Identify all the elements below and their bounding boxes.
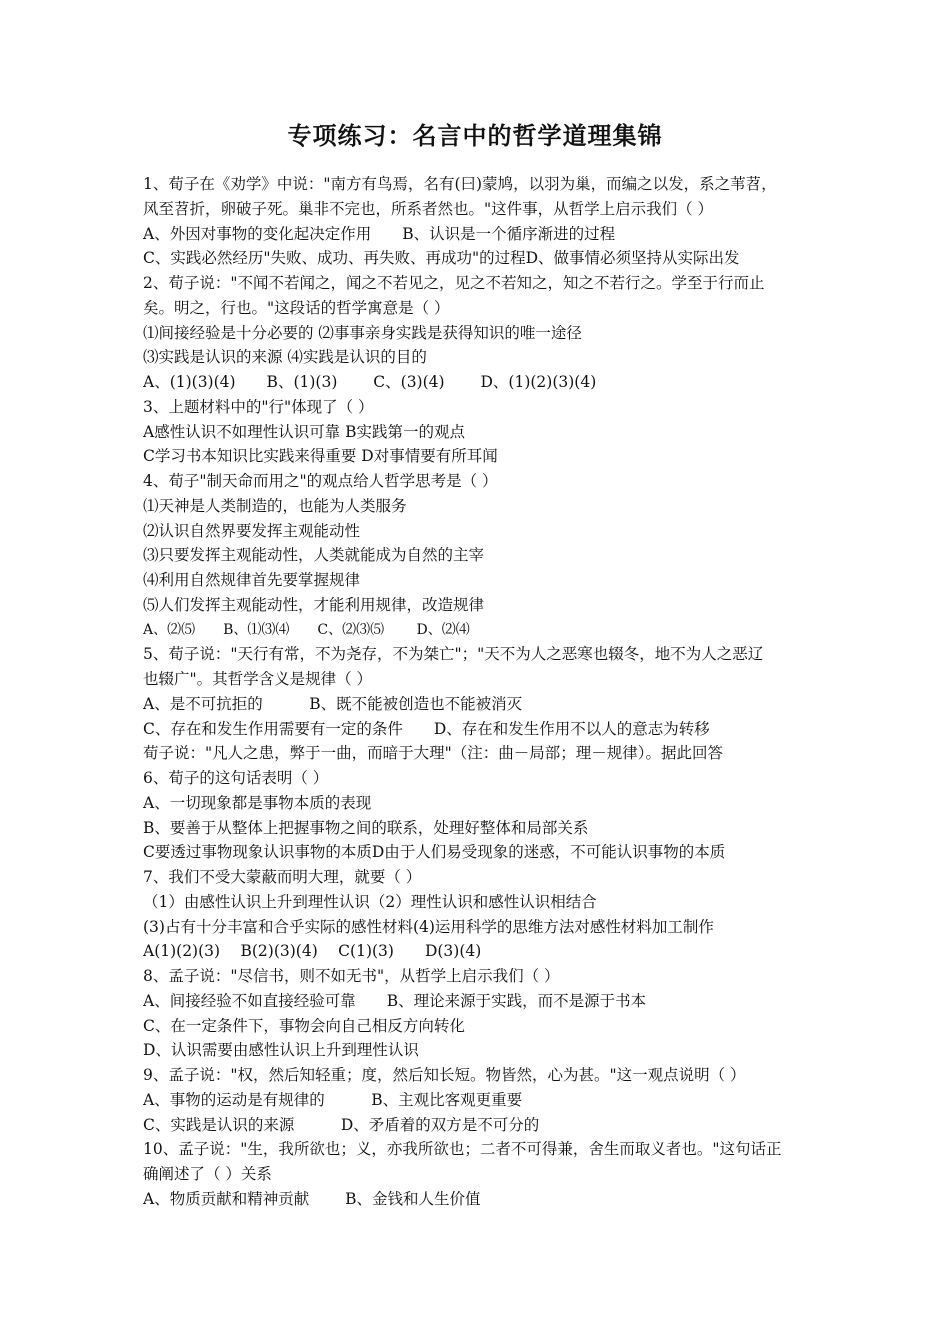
- text-line: ⑴天神是人类制造的，也能为人类服务: [143, 496, 407, 515]
- text-line: 矣。明之，行也。"这段话的哲学寓意是（ ）: [143, 298, 450, 317]
- text-line: 7、我们不受大蒙蔽而明大理，就要（ ）: [143, 868, 422, 886]
- text-line: A、物质贡献和精神贡献 B、金钱和人生价值: [143, 1189, 481, 1208]
- text-line: A、是不可抗拒的 B、既不能被创造也不能被消灭: [143, 694, 523, 713]
- text-line: A、外因对事物的变化起决定作用 B、认识是一个循序渐进的过程: [143, 224, 616, 243]
- text-line: B、要善于从整体上把握事物之间的联系，处理好整体和局部关系: [143, 818, 589, 837]
- text-line: 1、荀子在《劝学》中说："南方有鸟焉，名有(曰)蒙鸠，以羽为巢，而编之以发，系之苇苕，: [143, 175, 777, 193]
- text-line: 4、荀子"制天命而用之"的观点给人哲学思考是（ ）: [143, 472, 498, 490]
- text-line: 确阐述了（ ）关系: [143, 1165, 272, 1183]
- text-line: 风至苕折，卵破子死。巢非不完也，所系者然也。"这件事，从哲学上启示我们（ ）: [143, 199, 714, 218]
- text-line: ⑷利用自然规律首先要掌握规律: [143, 571, 361, 589]
- text-line: C学习书本知识比实践来得重要 D对事情要有所耳闻: [143, 447, 498, 466]
- text-line: A(1)(2)(3) B(2)(3)(4) C(1)(3) D(3)(4): [143, 942, 482, 961]
- document-body: [143, 172, 813, 1212]
- text-line: A、事物的运动是有规律的 B、主观比客观更重要: [143, 1090, 523, 1109]
- text-line: 3、上题材料中的"行"体现了（ ）: [143, 397, 374, 416]
- text-line: A感性认识不如理性认识可靠 B实践第一的观点: [143, 422, 466, 441]
- text-line: C、实践是认识的来源 D、矛盾着的双方是不可分的: [143, 1115, 540, 1134]
- text-line: A、间接经验不如直接经验可靠 B、理论来源于实践，而不是源于书本: [143, 991, 647, 1010]
- text-line: D、认识需要由感性认识上升到理性认识: [143, 1041, 419, 1060]
- text-line: 8、孟子说："尽信书，则不如无书"，从哲学上启示我们（ ）: [143, 967, 560, 985]
- text-line: ⑶实践是认识的来源 ⑷实践是认识的目的: [143, 348, 427, 367]
- text-line: A、⑵⑸ B、⑴⑶⑷ C、⑵⑶⑸ D、⑵⑷: [143, 621, 470, 638]
- text-line: ⑶只要发挥主观能动性，人类就能成为自然的主宰: [143, 546, 485, 565]
- text-line: 9、孟子说："权，然后知轻重；度，然后知长短。物皆然，心为甚。"这一观点说明（ ）: [143, 1066, 746, 1084]
- text-line: (3)占有十分丰富和合乎实际的感性材料(4)运用科学的思维方法对感性材料加工制作: [143, 917, 714, 936]
- text-line: A、(1)(3)(4) B、(1)(3) C、(3)(4) D、(1)(2)(3)(4): [143, 373, 597, 391]
- document-title: 专项练习：名言中的哲学道理集锦: [287, 122, 663, 150]
- text-line: C、实践必然经历"失败、成功、再失败、再成功"的过程D、做事情必须坚持从实际出发: [143, 249, 740, 268]
- text-line: 也辍广"。其哲学含义是规律（ ）: [143, 670, 373, 688]
- text-line: ⑵认识自然界要发挥主观能动性: [143, 521, 361, 540]
- text-line: A、一切现象都是事物本质的表现: [143, 793, 372, 812]
- text-line: 5、荀子说："天行有常，不为尧存，不为桀亡"；"天不为人之恶寒也辍冬，地不为人之恶辽: [143, 645, 764, 664]
- text-line: 10、孟子说："生，我所欲也；义，亦我所欲也；二者不可得兼，舍生而取义者也。"这句话正: [143, 1140, 782, 1159]
- text-line: C、在一定条件下，事物会向自己相反方向转化: [143, 1016, 465, 1035]
- text-line: ⑸人们发挥主观能动性，才能利用规律，改造规律: [143, 595, 485, 614]
- text-line: 荀子说："凡人之患，弊于一曲，而暗于大理"（注：曲－局部；理－规律）。据此回答: [143, 744, 724, 763]
- text-line: C要透过事物现象认识事物的本质D由于人们易受现象的迷惑，不可能认识事物的本质: [143, 843, 726, 862]
- text-line: ⑴间接经验是十分必要的 ⑵事事亲身实践是获得知识的唯一途径: [143, 323, 582, 342]
- text-line: C、存在和发生作用需要有一定的条件 D、存在和发生作用不以人的意志为转移: [143, 719, 710, 738]
- text-line: （1）由感性认识上升到理性认识（2）理性认识和感性认识相结合: [143, 892, 597, 911]
- text-line: 2、荀子说："不闻不若闻之，闻之不若见之，见之不若知之，知之不若行之。学至于行而止: [143, 274, 765, 292]
- text-line: 6、荀子的这句话表明（ ）: [143, 769, 329, 787]
